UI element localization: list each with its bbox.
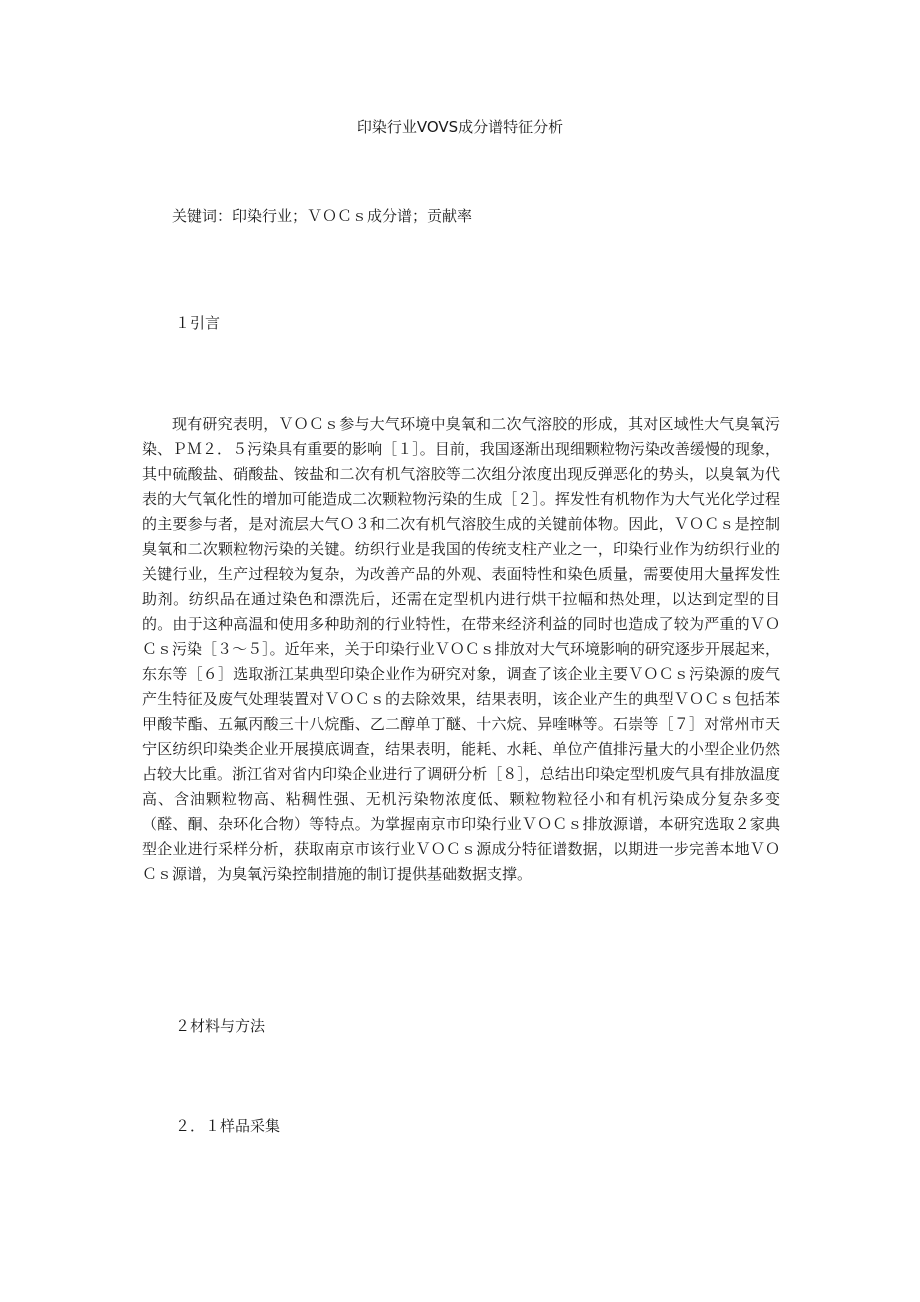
subsection-heading-sampling: ２．１样品采集 xyxy=(175,1117,281,1135)
document-title: 印染行业VOVS成分谱特征分析 xyxy=(356,118,564,136)
keywords-line: 关键词：印染行业；ＶＯＣｓ成分谱；贡献率 xyxy=(172,207,473,225)
section-heading-introduction: １引言 xyxy=(175,314,221,332)
introduction-paragraph: 现有研究表明，ＶＯＣｓ参与大气环境中臭氧和二次气溶胶的形成，其对区域性大气臭氧污染、ＰＭ２．５污染具有重要的影响［１］。目前，我国逐渐出现细颗粒物污染改善缓慢的现象，其中硫酸盐、硝酸盐、铵盐和二次有机气溶胶等二次组分浓度出现反弹恶化的势头，以臭氧为代表的大气氧化性的增加可能造成二次颗粒物污染的生成［２］。挥发性有机物作为大气光化学过程的主要参与者，是对流层大气Ｏ３和二次有机气溶胶生成的关键前体物。因此，ＶＯＣｓ是控制臭氧和二次颗粒物污染的关键。纺织行业是我国的传统支柱产业之一，印染行业作为纺织行业的关键行业，生产过程较为复杂，为改善产品的外观、表面特性和染色质量，需要使用大量挥发性助剂。纺织品在通过染色和漂洗后，还需在定型机内进行烘干拉幅和热处理，以达到定型的目的。由于这种高温和使用多种助剂的行业特性，在带来经济利益的同时也造成了较为严重的ＶＯＣｓ污染［３～５］。近年来，关于印染行业ＶＯＣｓ排放对大气环境影响的研究逐步开展起来，东东等［６］选取浙江某典型印染企业作为研究对象，调查了该企业主要ＶＯＣｓ污染源的废气产生特征及废气处理装置对ＶＯＣｓ的去除效果，结果表明，该企业产生的典型ＶＯＣｓ包括苯甲酸苄酯、五氟丙酸三十八烷酯、乙二醇单丁醚、十六烷、异喹啉等。石崇等［７］对常州市天宁区纺织印染类企业开展摸底调查，结果表明，能耗、水耗、单位产值排污量大的小型企业仍然占较大比重。浙江省对省内印染企业进行了调研分析［８］，总结出印染定型机废气具有排放温度高、含油颗粒物高、粘稠性强、无机污染物浓度低、颗粒物粒径小和有机污染成分复杂多变（醛、酮、杂环化合物）等特点。为掌握南京市印染行业ＶＯＣｓ排放源谱，本研究选取２家典型企业进行采样分析，获取南京市该行业ＶＯＣｓ源成分特征谱数据，以期进一步完善本地ＶＯＣｓ源谱，为臭氧污染控制措施的制订提供基础数据支撑。 xyxy=(142,415,780,883)
section-heading-materials-methods: ２材料与方法 xyxy=(175,1017,266,1035)
